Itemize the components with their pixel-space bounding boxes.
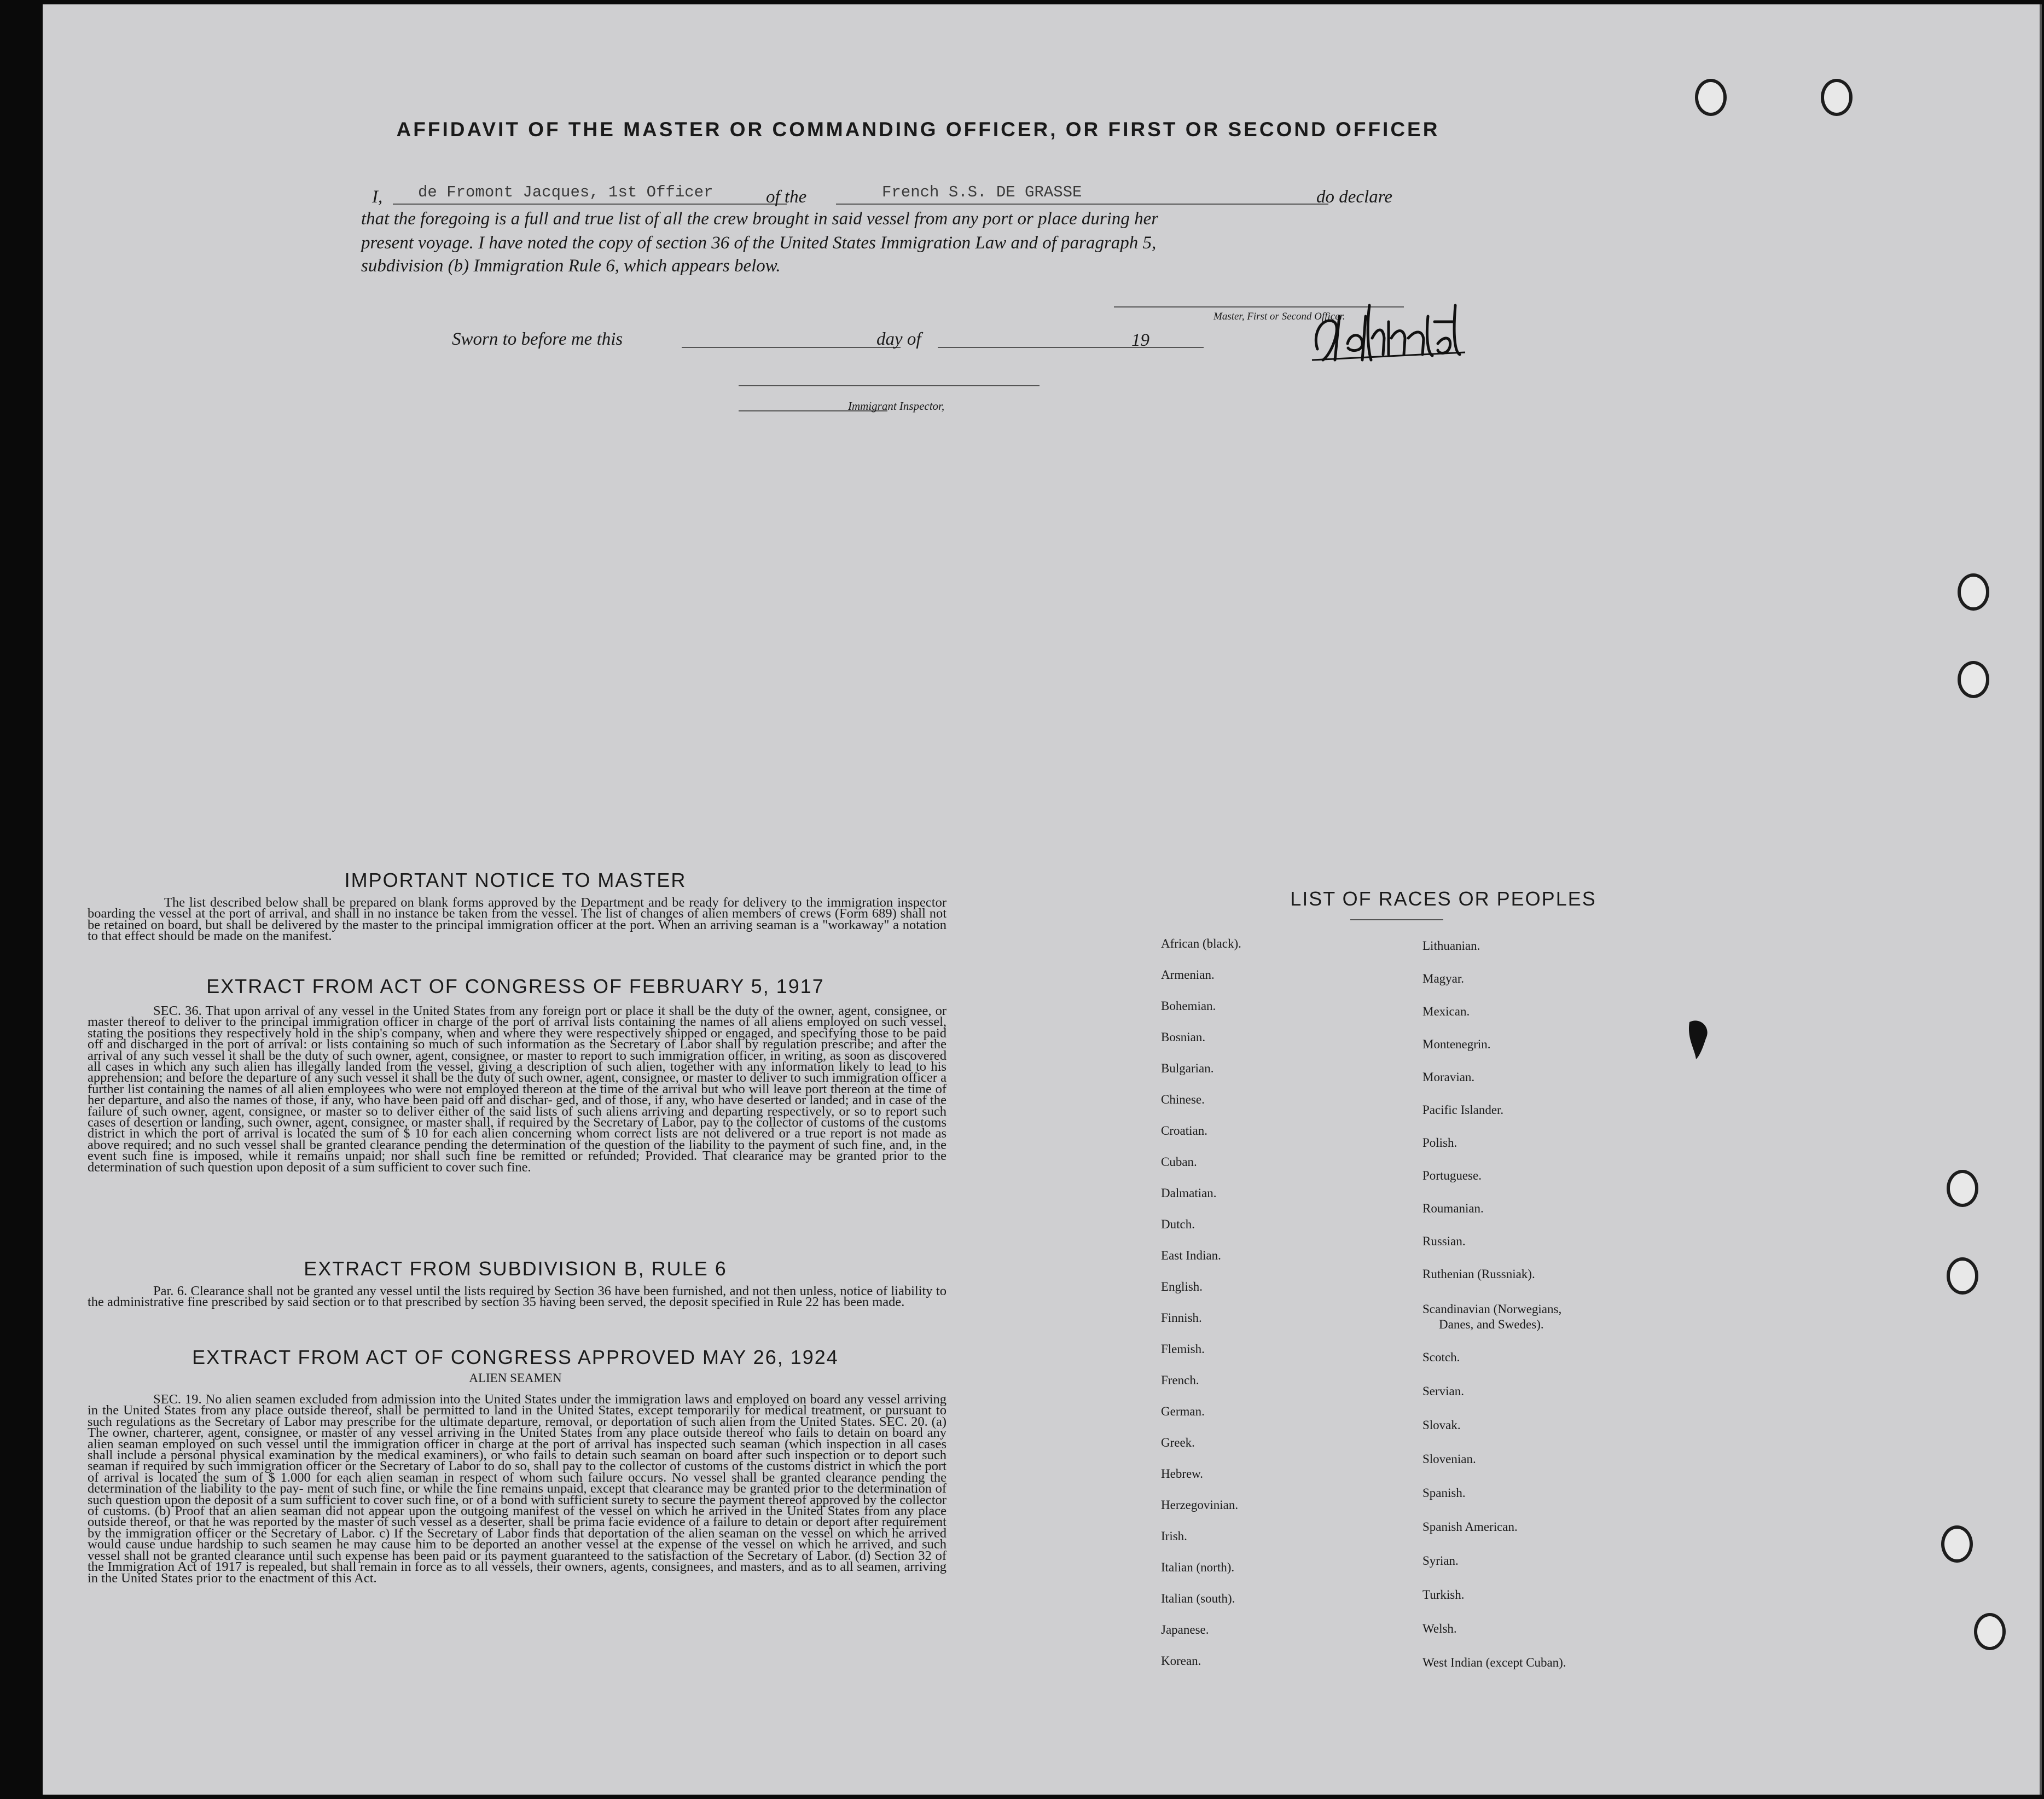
extract-1917-line: ged, and of those, if any, who have deserted or landed; and in case of the failure of such owner, agent, consignee, or master [88, 1093, 946, 1119]
extract-1917-line: SEC. 36. That upon arrival of any vessel in the United States from any foreign port or place it shall be the duty of [153, 1003, 778, 1018]
rule6-line: Par. 6. Clearance shall not be granted any vessel until the lists required by Section 36 have been furnished, and not [153, 1284, 774, 1298]
race-item: Servian. [1422, 1384, 1465, 1398]
race-item: Irish. [1161, 1529, 1187, 1543]
race-item: Mexican. [1422, 1005, 1470, 1018]
race-item: Polish. [1422, 1136, 1457, 1150]
races-title: LIST OF RACES OR PEOPLES [1290, 887, 1596, 910]
race-item: Flemish. [1161, 1342, 1205, 1356]
extract-1917-line: immigration officer, in writing, as soon as discovered all cases in which any such alien has illegally landed from the vessel, [88, 1048, 946, 1075]
race-item: Scandinavian (Norwegians, [1422, 1302, 1562, 1316]
binding-hole [1695, 79, 1727, 116]
extract-1917-line: customs of the customs district in which the port of arrival is located the sum of $ 10 for each alien concerning whom [88, 1115, 946, 1141]
extract-1924-line: States, except temporarily for medical treatment, or pursuant to such regulations as the Secretary of Labor may prescribe [88, 1403, 946, 1429]
day-of-label: day of [876, 329, 921, 349]
extract-1924-text [88, 1394, 946, 1584]
race-item: French. [1161, 1373, 1199, 1387]
affidavit-line-2: that the foregoing is a full and true list of all the crew brought in said vessel from any port or place during her [361, 209, 1159, 229]
extract-1924-line: (d) Section 32 of the Immigration Act of 1917 is repealed, but shall remain in force as to all vessels, their owners, [88, 1548, 946, 1575]
race-item: Magyar. [1422, 972, 1465, 985]
ink-blot [1684, 1017, 1717, 1060]
extract-1917-line: determination of such question upon deposit of a sum sufficient to cover such fine. [88, 1159, 531, 1175]
extract-1917-line: lists containing the names of all aliens employed on such vessel, stating the positions they respectively hold in the ship's [88, 1014, 946, 1041]
binding-hole [1958, 661, 1989, 698]
extract-1917-line: further list containing the names of all alien employees who were not employed thereon at the time of the arrival but who [88, 1081, 749, 1096]
notice-line: the immigration inspector boarding the vessel at the port of arrival, and shall in no instance be taken from the vessel. The [88, 895, 946, 921]
rule6-text [88, 1286, 946, 1308]
race-item: Moravian. [1422, 1070, 1475, 1084]
extract-1924-line: place outside thereof who fails to detain on board any alien seaman employed on such vessel until the immigration officer [88, 1425, 946, 1452]
race-item: Chinese. [1161, 1093, 1205, 1106]
extract-1924-title: EXTRACT FROM ACT OF CONGRESS APPROVED MAY 26, 1924 [192, 1346, 839, 1368]
extract-1917-line: giving a description of such alien, together with any information likely to lead to his apprehension; and before the departure [88, 1059, 946, 1086]
affidavit-line-3: present voyage. I have noted the copy of section 36 of the United States Immigration Law and of paragraph 5, [361, 233, 1157, 253]
race-item: Syrian. [1422, 1554, 1459, 1568]
inspector-caption: Immigrant Inspector, [848, 399, 945, 413]
race-item: Roumanian. [1422, 1202, 1484, 1215]
races-title-rule [1350, 919, 1443, 920]
extract-1924-line: undue hardship to such seamen he may cause him to be deported an another vessel at the expense of the vessel on which he [160, 1537, 852, 1552]
binding-hole [1947, 1257, 1978, 1295]
race-item: Armenian. [1161, 968, 1215, 982]
year-label: 19 [1131, 330, 1149, 350]
extract-1924-line: of whom such failure occurs. No vessel shall be granted clearance pending the determination of the liability to the pay- [88, 1470, 946, 1496]
extract-1917-title: EXTRACT FROM ACT OF CONGRESS OF FEBRUARY 5, 1917 [206, 975, 824, 997]
race-item: Bohemian. [1161, 999, 1216, 1013]
extract-1924-line: for the ultimate departure, removal, or deportation of such alien from the United States. [399, 1414, 880, 1429]
extract-1917-text [88, 1003, 947, 1175]
extract-1917-line: will leave port thereon at the time of her departure, and also the names of those, if any, who have been paid off and dischar- [88, 1081, 946, 1108]
extract-1917-line: of any such vessel it shall be the duty of such owner, agent, consignee, or master to deliver to such immigration officer a [300, 1070, 946, 1086]
affidavit-line-4: subdivision (b) Immigration Rule 6, which appears below. [361, 256, 781, 276]
extract-1924-line: in charge at the port of arrival has inspected such seaman (which inspection in all cases shall include a personal physical [88, 1436, 946, 1463]
race-item: Pacific Islander. [1422, 1103, 1504, 1117]
sworn-date-line [682, 347, 901, 348]
race-item: Bulgarian. [1161, 1061, 1214, 1075]
race-item: West Indian (except Cuban). [1422, 1656, 1566, 1669]
extract-1924-line: c) If the Secretary of Labor finds that deportation of the alien seaman on the vessel on which he arrived would cause [88, 1525, 946, 1552]
race-item: English. [1161, 1280, 1203, 1293]
extract-1924-line: on board any vessel arriving in the United States from any place outside thereof, shall be permitted to land in the United [88, 1392, 946, 1418]
race-item: Danes, and Swedes). [1439, 1318, 1544, 1331]
race-item: German. [1161, 1405, 1205, 1418]
notice-line: The list described below shall be prepared on blank forms approved by the Department and be ready for delivery to [164, 895, 806, 910]
officer-caption: Master, First or Second Officer. [1213, 311, 1345, 322]
race-item: Korean. [1161, 1654, 1201, 1668]
extract-1917-line: while it remains unpaid; nor shall such fine be remitted or refunded; Provided. That clearance may be granted prior to the [248, 1148, 946, 1164]
extract-1924-line: prima facie evidence of a failure to detain or deport after requirement by the immigration officer or the Secretary of Labor. [88, 1514, 946, 1541]
sworn-label: Sworn to before me this [452, 329, 623, 349]
extract-1917-line: correct lists are not delivered or a true report is not made as above required; and no such vessel shall be granted clearance [88, 1126, 946, 1152]
race-item: Slovenian. [1422, 1452, 1476, 1466]
race-item: Cuban. [1161, 1155, 1197, 1169]
vessel-name-field: French S.S. DE GRASSE [882, 183, 1082, 201]
extract-1924-line: arrived, and such vessel shall not be granted clearance until such expense has been paid or its payment guaranteed to the [88, 1537, 946, 1563]
extract-1917-line: or landing, such owner, agent, consignee, or master shall, if required by the Secretary of Labor, pay to the collector of [186, 1115, 821, 1130]
vessel-name-line [836, 204, 1328, 205]
binding-hole [1958, 573, 1989, 611]
extract-1924-line: customs of the customs district in which the port of arrival is located the sum of $ 1.000 for each alien seaman in respect [88, 1459, 946, 1485]
race-item: Japanese. [1161, 1623, 1209, 1636]
race-item: Welsh. [1422, 1622, 1457, 1635]
binding-hole [1821, 79, 1853, 116]
extract-1917-line: pending the determination of the question of the liability to the payment of such fine, and, in the event such fine is imposed, [88, 1137, 946, 1164]
binding-hole [1947, 1170, 1978, 1207]
extract-1924-line: SEC. 19. No alien seamen excluded from admission into the United States under the immigration laws and employed [153, 1392, 793, 1407]
extract-1924-line: ment of such fine, or while the fine remains unpaid, except that clearance may be granted prior to the determination of such [88, 1481, 946, 1507]
race-item: Dalmatian. [1161, 1186, 1217, 1200]
officer-name-field: de Fromont Jacques, 1st Officer [418, 183, 713, 201]
notice-text [88, 897, 946, 942]
notice-line: be made on the manifest. [197, 928, 332, 944]
race-item: Italian (north). [1161, 1560, 1235, 1574]
race-item: Ruthenian (Russniak). [1422, 1267, 1535, 1281]
inspector-line-1 [739, 385, 1040, 386]
race-item: Montenegrin. [1422, 1037, 1491, 1051]
notice-line: list of changes of alien members of crews (Form 689) shall not be retained on board, but shall be delivered by the master [88, 906, 946, 932]
extract-1917-line: the owner, agent, consignee, or master thereof to deliver to the principal immigration officer in charge of the port of arrival [88, 1003, 947, 1030]
extract-1917-line: and after the arrival of any such vessel it shall be the duty of such owner, agent, consignee, or master to report to such [88, 1037, 946, 1063]
binding-hole [1974, 1613, 2006, 1650]
race-item: Herzegovinian. [1161, 1498, 1239, 1512]
race-item: Dutch. [1161, 1217, 1195, 1231]
race-item: Russian. [1422, 1234, 1466, 1248]
rule6-line: having been served, the deposit specified in Rule 22 has been made. [539, 1295, 905, 1310]
extract-1924-line: (b) Proof that an alien seaman did not appear upon the outgoing manifest of the vessel on which he arrived in the [154, 1504, 787, 1519]
affidavit-i-label: I, [372, 187, 383, 207]
extract-1924-line: satisfaction of the Secretary of Labor. [647, 1548, 855, 1563]
extract-1924-line: United States from any place outside thereof, or that he was reported by the master of such vessel as a deserter, shall be [88, 1504, 947, 1530]
extract-1924-line: agents, consignees, and masters, and as to all seamen, arriving in the United States prior to the enactment of this Act. [88, 1559, 946, 1586]
extract-1924-line: question upon the deposit of a sum sufficient to cover such fine, or of a bond with sufficient surety to secure the payment [115, 1492, 769, 1507]
race-item: Lithuanian. [1422, 939, 1480, 953]
binding-hole [1941, 1525, 1973, 1563]
extract-1924-line: examination by the medical examiners), or who fails to detain such seaman on board after such inspection or to deport [269, 1448, 922, 1463]
document-page [43, 4, 2042, 1795]
race-item: Hebrew. [1161, 1467, 1204, 1481]
notice-title: IMPORTANT NOTICE TO MASTER [344, 869, 687, 891]
affidavit-do-declare: do declare [1316, 187, 1392, 207]
extract-1924-subtitle: ALIEN SEAMEN [469, 1371, 562, 1385]
race-item: Spanish. [1422, 1486, 1466, 1500]
rule6-title: EXTRACT FROM SUBDIVISION B, RULE 6 [304, 1257, 727, 1280]
extract-1924-line: thereof approved by the collector of customs. [88, 1492, 947, 1519]
officer-signature [1301, 283, 1476, 382]
rule6-line: then unless, notice of liability to the administrative fine prescribed by said section or to that prescribed by section 35 [88, 1284, 946, 1310]
affidavit-of-the: of the [766, 187, 807, 207]
extract-1917-line: company, when and where they were respectively shipped or engaged, and specifying those to be paid off and discharged [88, 1025, 946, 1052]
officer-name-line [393, 204, 787, 205]
year-line [1153, 347, 1204, 348]
affidavit-title: AFFIDAVIT OF THE MASTER OR COMMANDING OFFICER, OR FIRST OR SECOND OFFICER [396, 118, 1440, 141]
extract-1917-line: in the port of arrival: or lists containing so much of such information as the Secretary of Labor shall by regulation prescribe; [192, 1037, 878, 1052]
race-item: African (black). [1161, 937, 1241, 950]
race-item: Italian (south). [1161, 1592, 1235, 1605]
race-item: Spanish American. [1422, 1520, 1518, 1534]
race-item: Bosnian. [1161, 1030, 1206, 1044]
extract-1924-line: such seaman if required by such immigration officer or the Secretary of Labor to do so, shall pay to the collector of [88, 1448, 947, 1474]
race-item: East Indian. [1161, 1249, 1221, 1262]
race-item: Greek. [1161, 1436, 1195, 1449]
race-item: Scotch. [1422, 1350, 1460, 1364]
extract-1917-line: so to deliver either of the said lists of such aliens arriving and departing respectively, or so to report such cases of desertion [88, 1104, 946, 1130]
race-item: Finnish. [1161, 1311, 1202, 1325]
race-item: Portuguese. [1422, 1169, 1482, 1182]
notice-line: to the principal immigration officer at the port. When an arriving seaman is a "workaway" a notation to that effect should [88, 917, 946, 944]
extract-1924-line: SEC. 20. (a) The owner, charterer, agent, consignee, or master of any vessel arriving in the United States from any [88, 1414, 947, 1441]
race-item: Slovak. [1422, 1418, 1461, 1432]
race-item: Turkish. [1422, 1588, 1465, 1601]
race-item: Croatian. [1161, 1124, 1207, 1138]
